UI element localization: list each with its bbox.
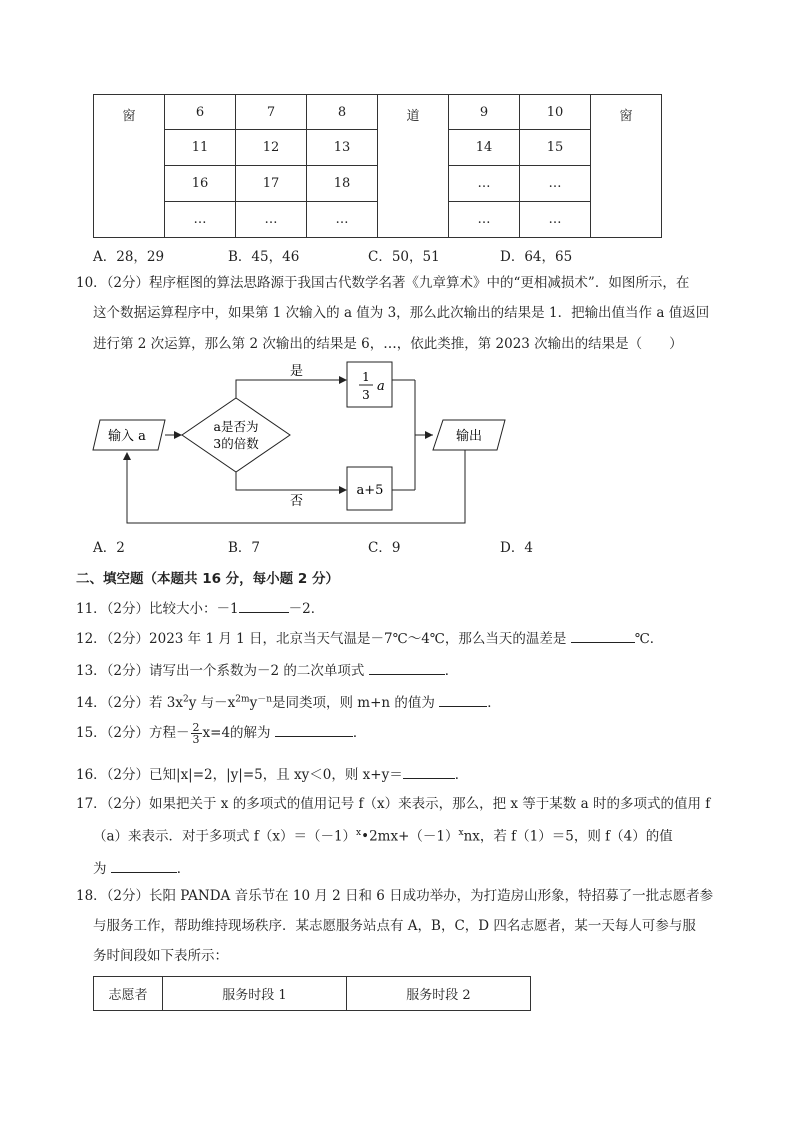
window-right: 窗 [591, 95, 662, 238]
q17-line2b: •2mx+（－1） [361, 828, 459, 845]
q18-line1: 18．（2分）长阳 PANDA 音乐节在 10 月 2 日和 6 日成功举办，为打造房山形象，特招募了一批志愿者参 [76, 888, 714, 904]
q16-post: ． [454, 767, 469, 783]
answer-blank[interactable] [239, 600, 289, 613]
seat-cell: 8 [307, 95, 378, 130]
q10-option-a: A．2 [93, 540, 125, 556]
q11-post: －2． [288, 601, 325, 617]
seat-cell: 16 [165, 166, 236, 202]
flow-decision-diamond [182, 398, 290, 472]
flow-yes-var: a [377, 379, 385, 394]
q9-option-c: C．50，51 [368, 249, 440, 265]
q17-line3-text: 为 [93, 861, 107, 877]
answer-blank[interactable] [275, 724, 353, 737]
seat-cell: 9 [449, 95, 520, 130]
seat-cell: 7 [236, 95, 307, 130]
seat-cell: … [449, 202, 520, 238]
seat-cell: 11 [165, 130, 236, 166]
volunteer-table [93, 976, 531, 1011]
q17-line2 [93, 829, 673, 844]
section-title: 二、填空题（本题共 16 分，每小题 2 分） [76, 571, 339, 587]
q15-frac-num: 2 [192, 721, 200, 734]
answer-blank[interactable] [111, 860, 177, 873]
seat-cell: … [165, 202, 236, 238]
q15-frac-den: 3 [192, 733, 200, 746]
q16-text: 16．（2分）已知|x|=2，|y|=5，且 xy＜0，则 x+y＝ [76, 767, 403, 783]
q10-option-b: B．7 [228, 540, 261, 556]
q17-line2a: （a）来表示．对于多项式 f（x）＝（－1） [93, 828, 357, 845]
q11-text: 11．（2分）比较大小：－1 [76, 601, 239, 617]
q10-option-c: C．9 [368, 540, 401, 556]
q15-post: ． [352, 725, 367, 741]
table-header-volunteer: 志愿者 [94, 977, 163, 1011]
seat-table [93, 94, 662, 238]
flow-input-label: 输入 a [108, 429, 146, 444]
q17-post: ． [176, 861, 191, 877]
q12 [76, 630, 663, 647]
q12-text: 12．（2分）2023 年 1 月 1 日，北京当天气温是－7℃～4℃，那么当天的温差是 [76, 631, 567, 647]
q18-line3: 务时间段如下表所示： [93, 948, 228, 964]
q14-mid3: 是同类项，则 m+n 的值为 [272, 695, 435, 711]
flow-no-label: 否 [290, 494, 304, 509]
q17-line3 [93, 860, 190, 877]
answer-blank[interactable] [369, 662, 445, 675]
q9-option-d: D．64，65 [500, 249, 573, 265]
seat-cell: 17 [236, 166, 307, 202]
q10-line3: 进行第 2 次运算，那么第 2 次输出的结果是 6，…，依此类推，第 2023 次输出的结果是（ ） [93, 336, 683, 352]
q14-mid2: y [249, 695, 258, 711]
q14 [76, 694, 501, 711]
table-header-slot2: 服务时段 2 [347, 977, 531, 1011]
table-header-slot1: 服务时段 1 [163, 977, 347, 1011]
seat-cell: 6 [165, 95, 236, 130]
seat-cell: … [520, 166, 591, 202]
flow-yes-frac-num: 1 [362, 370, 370, 384]
q10-line1: 10．（2分）程序框图的算法思路源于我国古代数学名著《九章算术》中的“更相减损术”．如图所示，在 [76, 275, 690, 291]
seat-cell: 15 [520, 130, 591, 166]
flow-decision-line2: 3的倍数 [213, 436, 259, 451]
q9-option-b: B．45，46 [228, 249, 300, 265]
q13-text: 13．（2分）请写出一个系数为－2 的二次单项式 [76, 663, 365, 679]
q15-text: 15．（2分）方程－ [76, 725, 190, 741]
q17-sup-b: x [458, 828, 464, 838]
q9-option-a: A．28，29 [93, 249, 165, 265]
seat-cell: … [449, 166, 520, 202]
q11 [76, 600, 324, 617]
q14-sup3: －n [257, 694, 272, 705]
q15 [76, 722, 366, 745]
flow-decision-line1: a是否为 [213, 419, 259, 434]
seat-cell: 14 [449, 130, 520, 166]
seat-cell: 18 [307, 166, 378, 202]
seat-cell: 13 [307, 130, 378, 166]
aisle: 道 [378, 95, 449, 238]
q14-sup2: 2m [235, 694, 250, 705]
q14-sup1: 2 [183, 694, 189, 705]
flow-yes-label: 是 [290, 364, 304, 379]
flow-no-op: a+5 [356, 483, 384, 498]
seat-cell: … [520, 202, 591, 238]
answer-blank[interactable] [403, 766, 455, 779]
q15-fraction [191, 722, 202, 745]
seat-cell: … [307, 202, 378, 238]
q13 [76, 662, 458, 679]
flow-yes-frac-den: 3 [362, 388, 370, 402]
q16 [76, 766, 468, 783]
q14-text: 14．（2分）若 3x [76, 695, 184, 711]
q17-line2c: nx，若 f（1）＝5，则 f（4）的值 [463, 828, 673, 845]
q15-mid: x=4的解为 [202, 725, 271, 741]
seat-cell: 12 [236, 130, 307, 166]
q18-line2: 与服务工作，帮助维持现场秩序．某志愿服务站点有 A，B，C，D 四名志愿者，某一天每人可参与服 [93, 918, 696, 934]
q12-post: ℃． [634, 631, 664, 647]
q17-line1: 17．（2分）如果把关于 x 的多项式的值用记号 f（x）来表示，那么，把 x 等于某数 a 时的多项式的值用 f [76, 796, 711, 812]
answer-blank[interactable] [439, 694, 487, 707]
q14-mid1: y 与－x [188, 695, 236, 711]
q13-post: ． [444, 663, 459, 679]
q10-option-d: D．4 [500, 540, 533, 556]
q17-sup-a: x [356, 828, 362, 838]
seat-cell: 10 [520, 95, 591, 130]
flowchart [0, 355, 794, 535]
window-left: 窗 [94, 95, 165, 238]
q10-line2: 这个数据运算程序中，如果第 1 次输入的 a 值为 3，那么此次输出的结果是 1．把输出值当作 a 值返回 [93, 305, 710, 321]
seat-cell: … [236, 202, 307, 238]
q14-post: ． [487, 695, 501, 711]
answer-blank[interactable] [571, 630, 635, 643]
flow-output-label: 输出 [455, 429, 483, 444]
